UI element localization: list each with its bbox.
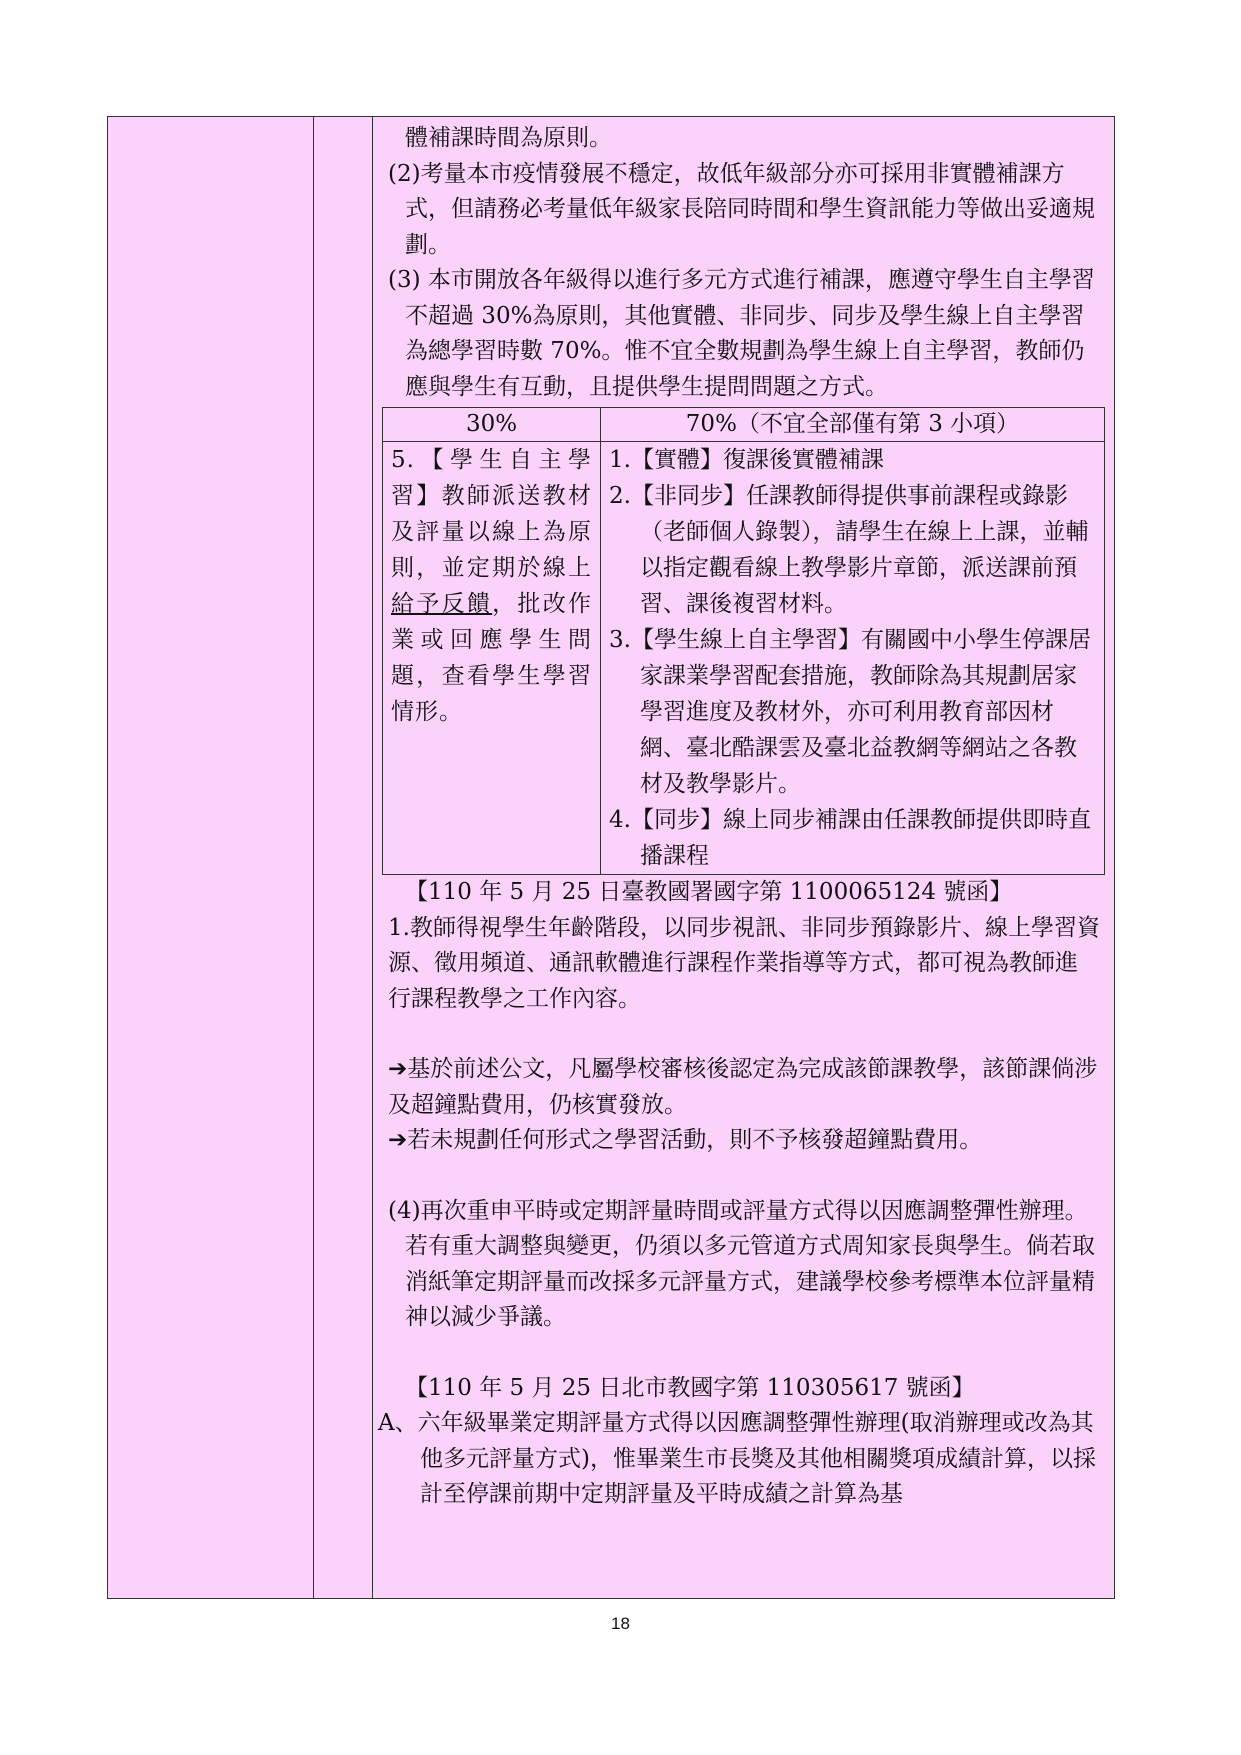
method-item-physical: 1.【實體】復課後實體補課 <box>609 447 884 473</box>
reference-1-body: 1.教師得視學生年齡階段，以同步視訊、非同步預錄影片、線上學習資源、徵用頻道、通訊軟體進行課程作業指導等方式，都可視為教師進行課程教學之工作內容。 <box>388 914 1100 1012</box>
item-a: A、六年級畢業定期評量方式得以因應調整彈性辦理(取消辦理或改為其他多元評量方式)，惟畢業生市長獎及其他相關獎項成績計算，以採計至停課前期中定期評量及平時成績之計算為基 <box>378 1410 1096 1507</box>
column-divider-2 <box>372 117 373 1598</box>
header-70-percent: 70%（不宜全部僅有第 3 小項） <box>601 408 1105 442</box>
content-table <box>107 116 1115 1599</box>
methods-cell <box>601 442 1105 875</box>
ratio-table <box>382 407 1105 875</box>
paragraph-3: (3) 本市開放各年級得以進行多元方式進行補課，應遵守學生自主學習不超過 30%為原則，其他實體、非同步、同步及學生線上自主學習為總學習時數 70%。惟不宜全數規劃為學生線上自主學習，教師仍應與學生有互動，且提供學生提問問題之方式。 <box>388 267 1095 400</box>
column-divider-1 <box>313 117 314 1598</box>
arrow-note-2: ➔若未規劃任何形式之學習活動，則不予核發超鐘點費用。 <box>388 1127 983 1153</box>
spacer <box>388 1336 1100 1371</box>
method-item-online-self-study: 3.【學生線上自主學習】有關國中小學生停課居家課業學習配套措施，教師除為其規劃居家學習進度及教材外，亦可利用教育部因材網、臺北酷課雲及臺北益教網等網站之各教材及教學影片。 <box>609 627 1091 797</box>
content-cell <box>378 121 1100 1513</box>
spacer <box>388 1159 1100 1194</box>
paragraph-4: (4)再次重申平時或定期評量時間或評量方式得以因應調整彈性辦理。若有重大調整與變更，仍須以多元管道方式周知家長與學生。倘若取消紙筆定期評量而改採多元評量方式，建議學校參考標準本位評量精神以減少爭議。 <box>388 1197 1095 1330</box>
method-item-sync: 4.【同步】線上同步補課由任課教師提供即時直播課程 <box>609 807 1091 869</box>
self-study-text-a: 5.【學生自主學習】教師派送教材及評量以線上為原則，並定期於線上 <box>391 447 592 581</box>
reference-1: 【110 年 5 月 25 日臺教國署國字第 1100065124 號函】 <box>405 879 1013 905</box>
spacer <box>388 1017 1100 1052</box>
arrow-note-1: ➔基於前述公文，凡屬學校審核後認定為完成該節課教學，該節課倘涉及超鐘點費用，仍核實發放。 <box>388 1056 1098 1118</box>
ratio-table-body-row <box>383 442 1105 875</box>
paragraph-2: (2)考量本市疫情發展不穩定，故低年級部分亦可採用非實體補課方式，但請務必考量低年級家長陪同時間和學生資訊能力等做出妥適規劃。 <box>388 160 1095 258</box>
reference-2: 【110 年 5 月 25 日北市教國字第 110305617 號函】 <box>405 1374 975 1401</box>
ratio-table-header-row <box>383 408 1105 442</box>
self-study-cell <box>383 442 601 875</box>
page-number: 18 <box>611 1614 630 1633</box>
feedback-underlined: 給予反饋 <box>391 591 493 617</box>
method-item-async: 2.【非同步】任課教師得提供事前課程或錄影（老師個人錄製），請學生在線上上課，並輔以指定觀看線上教學影片章節，派送課前預習、課後複習材料。 <box>609 483 1089 617</box>
continued-text: 體補課時間為原則。 <box>405 125 612 151</box>
header-30-percent: 30% <box>383 408 601 442</box>
self-study-text-b: ，批改作業或回應學生問題，查看學生學習情形。 <box>391 591 593 725</box>
